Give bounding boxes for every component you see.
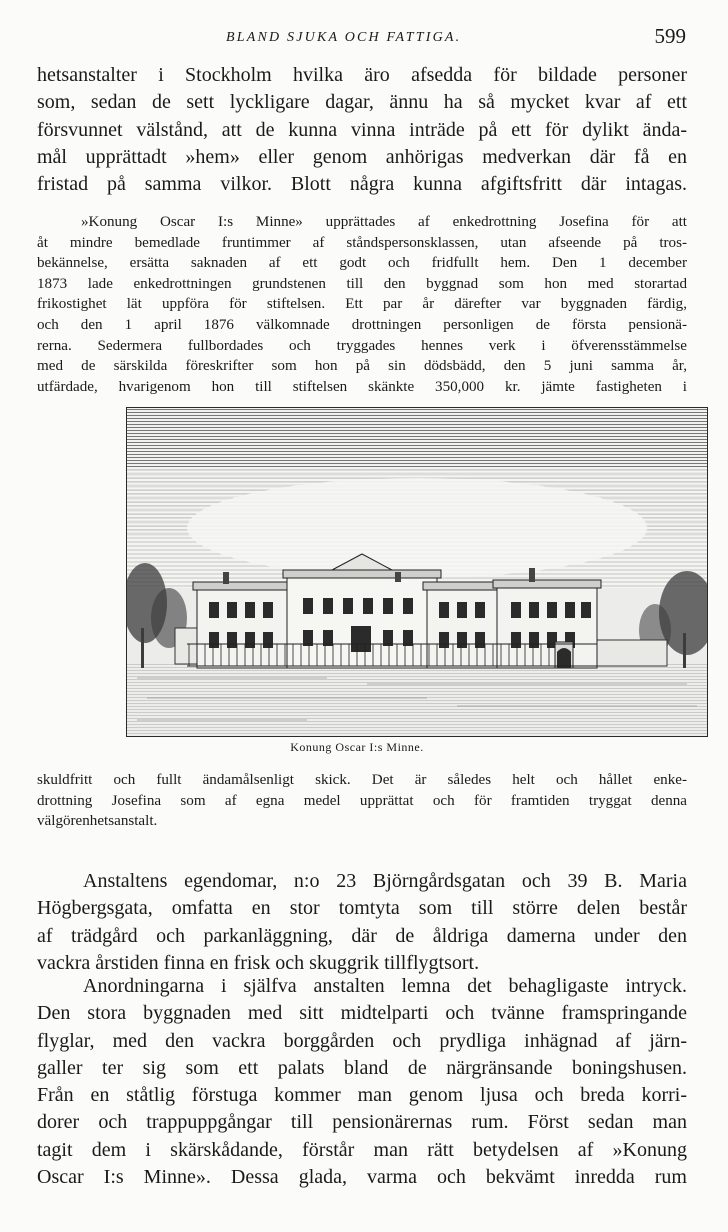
text-line: hetsanstalter i Stockholm hvilka äro afsedda för bildade personer [37, 64, 687, 86]
text-line: galler ter sig som ett palats bland de närgränsande boningshusen. [37, 1056, 687, 1079]
text-line: mål upprättadt »hem» eller genom anhörigas medverkan där få en [37, 145, 687, 168]
text-line: dorer och trappuppgångar till pensionärernas rum. Först sedan man [37, 1111, 687, 1134]
text-line: åt mindre bemedlade fruntimmer af ståndspersonsklassen, utan afseende på tros- [37, 234, 687, 251]
text-line: och den 1 april 1876 välkomnade drottningen personligen de första pensionä- [37, 316, 687, 333]
text-line: Anstaltens egendomar, n:o 23 Björngårdsgatan och 39 B. Maria [83, 870, 687, 892]
figure-caption: Konung Oscar I:s Minne. [290, 740, 424, 754]
text-line: flyglar, med den vackra borggården och prydliga inhägnad af järn- [37, 1029, 687, 1052]
paragraph-3 [37, 770, 687, 832]
text-line: Från en ståtlig förstuga kommer man genom ljusa och breda korri- [37, 1084, 687, 1107]
text-line: »Konung Oscar I:s Minne» upprättades af enkedrottning Josefina för att [81, 214, 687, 230]
page-number: 599 [654, 24, 686, 48]
text-line: tagit dem i skärskådande, förstår man rätt betydelsen af »Konung [37, 1138, 687, 1161]
paragraph-5 [37, 973, 687, 1191]
text-line: af trädgård och parkanläggning, där de åldriga damerna under den [37, 924, 687, 947]
text-line: rerna. Sedermera fullbordades och tryggades hennes verk i öfverensstämmelse [37, 337, 687, 354]
text-line: Oscar I:s Minne». Dessa glada, varma och bekvämt inredda rum [37, 1166, 687, 1189]
text-line: försvunnet välstånd, att de kunna vinna inträde på ett för dylikt ända- [37, 118, 687, 141]
engraving-drawing [127, 408, 707, 736]
text-line: skuldfritt och fullt ändamålsenligt skick. Det är således helt och hållet enke- [37, 772, 687, 788]
text-line: fristad på samma vilkor. Blott några kunna afgiftsfritt där intagas. [37, 173, 687, 196]
paragraph-2 [37, 212, 687, 397]
text-line: drottning Josefina som af egna medel upprättat och för framtiden tryggat denna [37, 792, 687, 809]
text-line: Anordningarna i själfva anstalten lemna det behagligaste intryck. [83, 975, 687, 997]
text-line: välgörenhetsanstalt. [37, 813, 158, 830]
text-line: utfärdade, hvarigenom hon till stiftelsen skänkte 350,000 kr. jämte fastigheten i [37, 378, 687, 395]
ground [127, 663, 707, 736]
text-line: 1873 lade enkedrottningen grundstenen till den byggnad som hon med storartad [37, 275, 687, 292]
text-line: med de särskilda föreskrifter som hon på sin dödsbädd, den 5 juni samma år, [37, 358, 687, 375]
paragraph-4 [37, 868, 687, 977]
text-line: bekännelse, ersätta saknaden af ett godt och fridfullt hem. Den 1 december [37, 255, 687, 272]
text-line: frikostighet lät uppföra för stiftelsen. Ett par år därefter var byggnaden färdig, [37, 296, 687, 313]
text-line: som, sedan de sett lyckligare dagar, ännu ha så mycket kvar af ett [37, 91, 687, 114]
text-line: vackra årstiden finna en frisk och skuggrik tillflygtsort. [37, 951, 480, 974]
text-line: Högbergsgata, omfatta en stor tomtyta som till större delen består [37, 897, 687, 920]
building-illustration [126, 407, 708, 737]
text-line: Den stora byggnaden med sitt midtelparti och tvänne framspringande [37, 1002, 687, 1025]
paragraph-1 [37, 62, 687, 198]
running-head: BLAND SJUKA OCH FATTIGA. [226, 30, 462, 45]
